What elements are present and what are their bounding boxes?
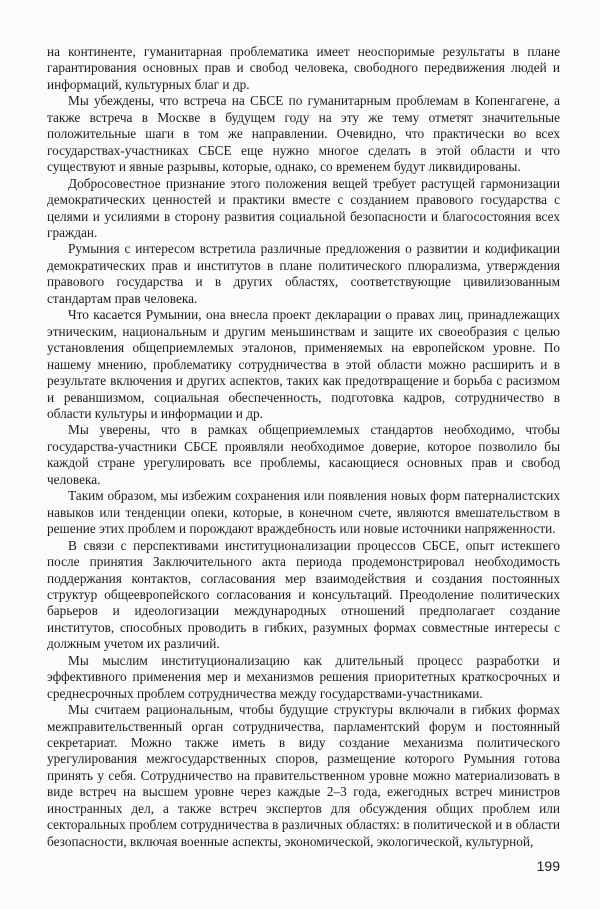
paragraph-9: Мы мыслим институционализацию как длительный процесс разработки и эффективного применения мер и механизмов решения приоритетных краткосрочных и среднесрочных проблем сотрудничества между государствами-участниками. [47,652,560,701]
paragraph-8: В связи с перспективами институционализации процессов СБСЕ, опыт истекшего после принятия Заключительного акта периода продемонстрировал необходимость поддержания контактов, согласования мер взаимодействия и создания постоянных структур общеевропейского согласования и консультаций. Преодоление политических барьеров и идеологизации международных отношений предполагает создание институтов, способных проводить в гибких, разумных формах совместные интересы с должным учетом их различий. [47,537,560,652]
paragraph-4: Румыния с интересом встретила различные предложения о развитии и кодификации демократических прав и институтов в плане политического плюрализма, утверждения правового государства и в других областях, соответствующие цивилизованным стандартам прав человека. [47,241,560,306]
paragraph-7: Таким образом, мы избежим сохранения или появления новых форм патерналистских навыков или тенденции опеки, которые, в конечном счете, являются вмешательством в решение этих проблем и порождают враждебность или новые источники напряженности. [47,488,560,537]
paragraph-2: Мы убеждены, что встреча на СБСЕ по гуманитарным проблемам в Копенгагене, а также встреча в Москве в будущем году на эту же тему отметят значительные положительные шаги в том же направлении. Очевидно, что практически во всех государствах-участниках СБСЕ еще нужно многое сделать в этой области и что существуют и явные разрывы, которые, однако, со временем будут ликвидированы. [47,93,560,175]
paragraph-6: Мы уверены, что в рамках общеприемлемых стандартов необходимо, чтобы государства-участники СБСЕ проявляли необходимое доверие, которое позволило бы каждой стране урегулировать все проблемы, касающиеся основных прав и свобод человека. [47,422,560,487]
body-text [47,44,560,850]
paragraph-10: Мы считаем рациональным, чтобы будущие структуры включали в гибких формах межправительственный орган сотрудничества, парламентский форум и постоянный секретариат. Можно также иметь в виду создание механизма политического урегулирования межгосударственных споров, размещение которого Румыния готова принять у себя. Сотрудничество на правительственном уровне можно материализовать в виде встреч на высшем уровне через каждые 2–3 года, ежегодных встреч министров иностранных дел, а также встреч экспертов для обсуждения общих проблем или секторальных проблем сотрудничества в различных областях: в политической и в области безопасности, включая военные аспекты, экономической, экологической, культурной, [47,702,560,849]
paragraph-5: Что касается Румынии, она внесла проект декларации о правах лиц, принадлежащих этническим, национальным и другим меньшинствам и защите их своеобразия с целью установления общеприемлемых эталонов, применяемых на европейском уровне. По нашему мнению, проблематику сотрудничества в этой области можно расширить и в результате включения и других аспектов, таких как предотвращение и борьба с расизмом и реваншизмом, социальная обеспеченность, подготовка кадров, сотрудничество в области культуры и информации и др. [47,307,560,421]
paragraph-3: Добросовестное признание этого положения вещей требует растущей гармонизации демократических ценностей и практики вместе с созданием правового государства с целями и усилиями в сторону развития социальной безопасности и благосостояния всех граждан. [47,175,560,240]
page-number: 199 [536,858,560,874]
paragraph-1: на континенте, гуманитарная проблематика имеет неоспоримые результаты в плане гарантирования основных прав и свобод человека, свободного передвижения людей и информаций, культурных благ и др. [47,44,560,92]
